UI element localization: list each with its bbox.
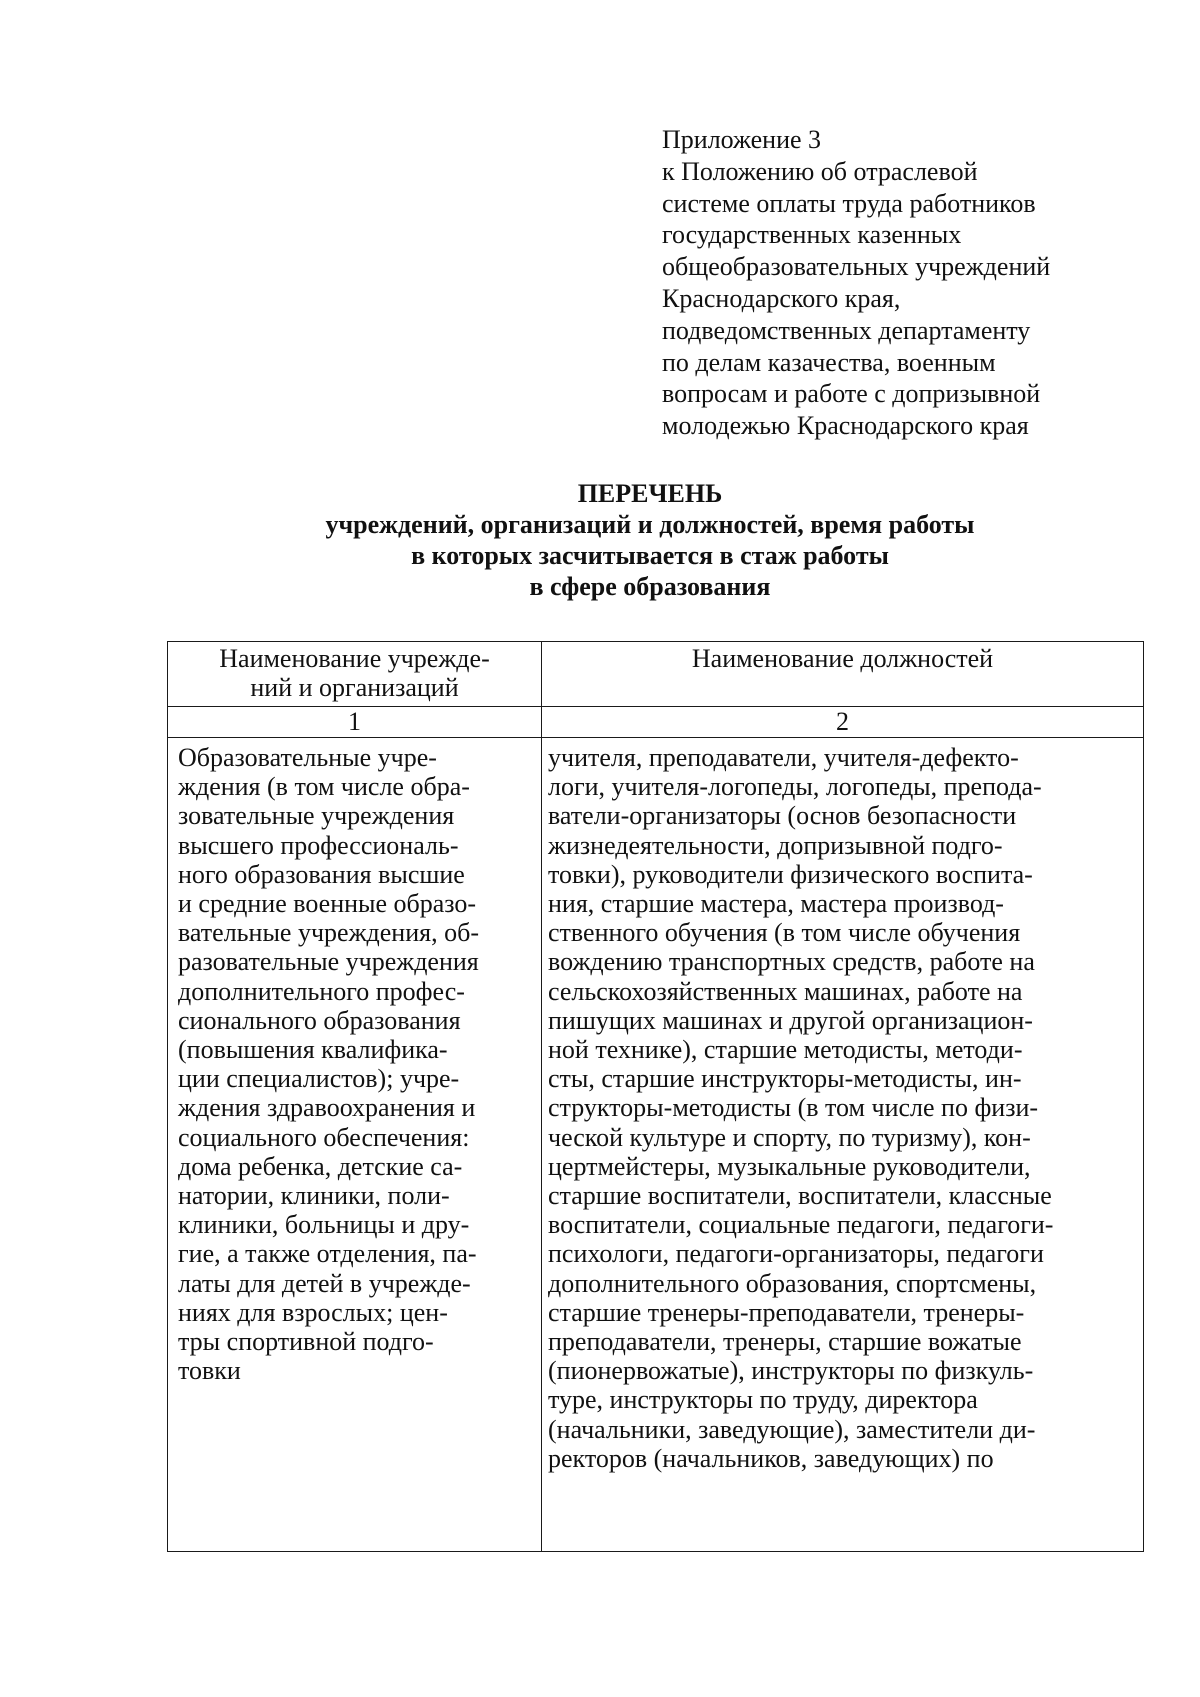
table-row [168,738,1144,1552]
cell-line: ного образования высшие [178,859,465,889]
cell-line: вождению транспортных средств, работе на [548,947,1035,977]
document-title: ПЕРЕЧЕНЬ [577,479,723,508]
appendix-line: молодежью Краснодарского края [662,411,1029,441]
header-line: Наименование должностей [691,644,994,673]
cell-line: товки [178,1356,241,1386]
cell-line: высшего профессиональ- [178,830,459,860]
cell-line: разовательные учреждения [178,947,479,977]
cell-line: Образовательные учре- [178,743,437,772]
appendix-line: системе оплаты труда работников [662,188,1036,218]
cell-line: психологи, педагоги-организаторы, педагоги [548,1239,1044,1269]
cell-line: учителя, преподаватели, учителя-дефекто- [548,743,1019,772]
cell-line: ждения (в том числе обра- [178,772,470,802]
cell-line: ческой культуре и спорту, по туризму), кон- [548,1122,1031,1152]
appendix-line: общеобразовательных учреждений [662,252,1051,282]
cell-line: гие, а также отделения, па- [178,1239,477,1269]
cell-line: сионального образования [178,1005,461,1035]
cell-line: латы для детей в учрежде- [178,1268,471,1298]
column-number-cell: 2 [542,707,1144,738]
cell-line: жизнедеятельности, допризывной подго- [548,830,1003,860]
appendix-line: к Положению об отраслевой [662,156,978,186]
cell-line: цертмейстеры, музыкальные руководители, [548,1151,1031,1181]
header-line: ний и организаций [250,673,459,703]
positions-cell [542,738,1144,1552]
cell-line: тры спортивной подго- [178,1327,434,1357]
cell-line: дополнительного профес- [178,976,465,1006]
appendix-line: государственных казенных [662,220,962,250]
document-heading [150,478,1150,602]
document-subtitle-line: в сфере образования [529,572,771,601]
document-subtitle-line: учреждений, организаций и должностей, время работы [325,510,975,539]
cell-line: (пионервожатые), инструкторы по физкуль- [548,1356,1034,1386]
cell-line: сельскохозяйственных машинах, работе на [548,976,1023,1006]
cell-line: и средние военные образо- [178,889,477,919]
cell-line: туре, инструкторы по труду, директора [548,1385,978,1415]
cell-line: зовательные учреждения [178,801,455,831]
cell-line: ной технике), старшие методисты, методи- [548,1035,1023,1065]
header-cell-positions [542,642,1144,707]
cell-line: натории, клиники, поли- [178,1181,450,1211]
institutions-cell [168,738,542,1552]
cell-line: ждения здравоохранения и [178,1093,476,1123]
appendix-line: по делам казачества, военным [662,347,996,377]
appendix-line: подведомственных департаменту [662,315,1031,345]
appendix-line: вопросам и работе с допризывной [662,379,1041,409]
header-line: Наименование учрежде- [219,644,490,673]
document-subtitle-line: в которых засчитывается в стаж работы [411,541,889,570]
appendix-line: Краснодарского края, [662,283,901,313]
cell-line: старшие воспитатели, воспитатели, классные [548,1181,1052,1211]
cell-line: (начальники, заведующие), заместители ди- [548,1414,1036,1444]
cell-line: социального обеспечения: [178,1122,470,1152]
cell-line: сты, старшие инструкторы-методисты, ин- [548,1064,1022,1094]
cell-line: структоры-методисты (в том числе по физи- [548,1093,1039,1123]
header-cell-institutions [168,642,542,707]
cell-line: пишущих машинах и другой организацион- [548,1005,1033,1035]
cell-line: ции специалистов); учре- [178,1064,460,1094]
cell-line: вательные учреждения, об- [178,918,479,948]
cell-line: старшие тренеры-преподаватели, тренеры- [548,1297,1025,1327]
cell-line: дома ребенка, детские са- [178,1151,463,1181]
cell-line: клиники, больницы и дру- [178,1210,470,1240]
cell-line: ватели-организаторы (основ безопасности [548,801,1017,831]
cell-line: ственного обучения (в том числе обучения [548,918,1021,948]
column-number-row [168,707,1144,738]
cell-line: дополнительного образования, спортсмены, [548,1268,1037,1298]
cell-line: воспитатели, социальные педагоги, педагоги- [548,1210,1054,1240]
cell-line: товки), руководители физического воспита- [548,859,1033,889]
appendix-line: Приложение 3 [662,125,822,154]
appendix-note [662,124,1132,442]
cell-line: логи, учителя-логопеды, логопеды, препода- [548,772,1042,802]
cell-line: преподаватели, тренеры, старшие вожатые [548,1327,1022,1357]
cell-line: ниях для взрослых; цен- [178,1297,448,1327]
positions-table [167,641,1144,1552]
table-header-row [168,642,1144,707]
cell-line: ректоров (начальников, заведующих) по [548,1443,994,1473]
cell-line: (повышения квалифика- [178,1035,448,1065]
column-number-cell: 1 [168,707,542,738]
cell-line: ния, старшие мастера, мастера производ- [548,889,1004,919]
